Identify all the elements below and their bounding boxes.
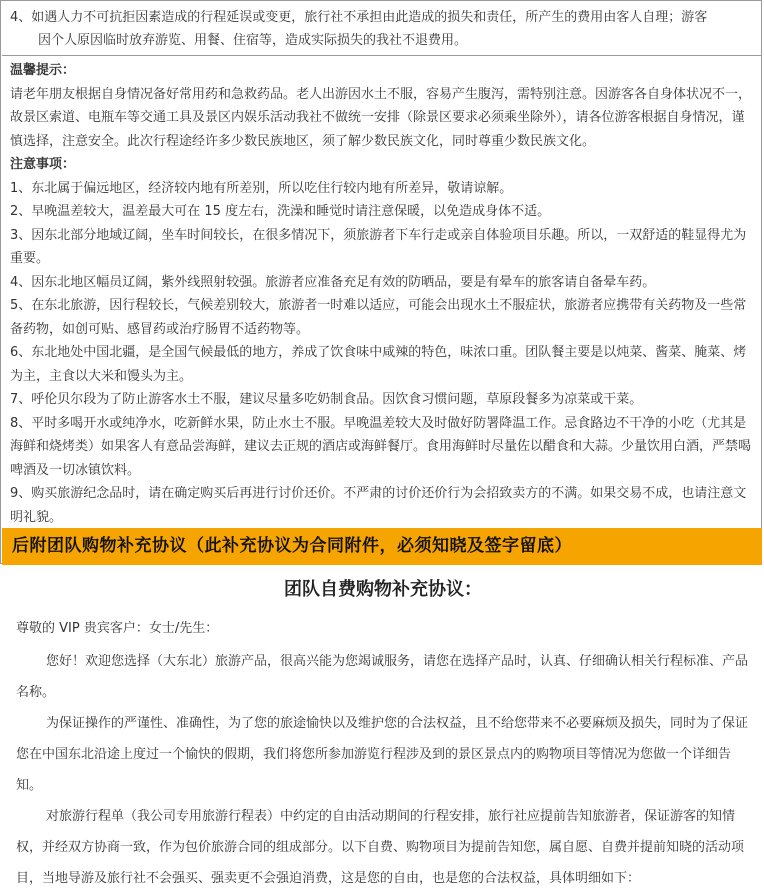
attention-item: 6、东北地处中国北疆，是全国气候最低的地方，养成了饮食味中咸辣的特色，味浓口重。团队餐主要是以炖菜、酱菜、腌菜、烤为主，主食以大米和馒头为主。 — [10, 345, 747, 384]
attention-heading: 注意事项： — [10, 157, 76, 172]
agreement-paragraph: 为保证操作的严谨性、准确性，为了您的旅途愉快以及维护您的合法权益，且不给您带来不必要麻烦及损失，同时为了保证您在中国东北沿途上度过一个愉快的假期，我们将您所参加游览行程涉及到的景区景点内的购物项目等情况为您做一个详细告知。 — [16, 716, 749, 793]
attention-item: 9、购买旅游纪念品时，请在确定购买后再进行讨价还价。不严肃的讨价还价行为会招致卖方的不满。如果交易不成，也请注意文明礼貌。 — [10, 486, 747, 525]
attention-item: 8、平时多喝开水或纯净水，吃新鲜水果，防止水土不服。早晚温差较大及时做好防署降温工作。忌食路边不干净的小吃（尤其是海鲜和烧烤类）如果客人有意品尝海鲜，建议去正规的酒店或海鲜餐厅。食用海鲜时尽量佐以醋食和大蒜。少量饮用白酒，严禁喝啤酒及一切冰镇饮料。 — [10, 415, 752, 478]
attention-item: 5、在东北旅游，因行程较长，气候差别较大，旅游者一时难以适应，可能会出现水土不服症状，旅游者应携带有关药物及一些常备药物，如创可贴、感冒药或治疗肠胃不适药物等。 — [10, 298, 747, 337]
tips-body: 请老年朋友根据自身情况备好常用药和急救药品。老人出游因水土不服，容易产生腹泻，需特别注意。因游客各自身体状况不一，故景区索道、电瓶车等交通工具及景区内娱乐活动我社不做统一安排（除景区要求必须乘坐除外），请各位游客根据自身情况，谨慎选择，注意安全。此次行程途经许多少数民族地区，须了解少数民族文化，同时尊重少数民族文化。 — [10, 86, 752, 149]
attention-item: 1、东北属于偏远地区，经济较内地有所差别，所以吃住行较内地有所差异，敬请谅解。 — [10, 180, 513, 196]
terms-item-4-line1: 4、如遇人力不可抗拒因素造成的行程延误或变更，旅行社不承担由此造成的损失和责任，所产生的费用由客人自理；游客 — [10, 10, 708, 25]
supplement-banner: 后附团队购物补充协议（此补充协议为合同附件，必须知晓及签字留底） — [2, 528, 762, 565]
terms-item-4 — [2, 1, 762, 56]
agreement-paragraph: 对旅游行程单（我公司专用旅游行程表）中约定的自由活动期间的行程安排，旅行社应提前告知旅游者，保证游客的知情权，并经双方协商一致，作为包价旅游合同的组成部分。以下自费、购物项目为提前告知您，属自愿、自费并提前知晓的活动项目，当地导游及旅行社不会强买、强卖更不会强迫消费，这是您的自由，也是您的合法权益，具体明细如下： — [16, 809, 745, 886]
attention-item: 3、因东北部分地域辽阔，坐车时间较长，在很多情况下，须旅游者下车行走或亲自体验项目乐趣。所以，一双舒适的鞋显得尤为重要。 — [10, 227, 747, 266]
shopping-agreement — [0, 564, 764, 886]
agreement-paragraph: 您好！欢迎您选择（大东北）旅游产品，很高兴能为您竭诚服务，请您在选择产品时，认真、仔细确认相关行程标准、产品名称。 — [16, 654, 749, 700]
notes-section — [2, 56, 762, 528]
tips-heading: 温馨提示： — [10, 63, 76, 78]
agreement-title: 团队自费购物补充协议： — [284, 579, 482, 600]
attention-item: 2、早晚温差较大，温差最大可在 15 度左右，洗澡和睡觉时请注意保暖，以免造成身体不适。 — [10, 204, 551, 219]
agreement-greeting: 尊敬的 VIP 贵宾客户：女士/先生： — [16, 621, 219, 636]
attention-item: 4、因东北地区幅员辽阔，紫外线照射较强。旅游者应准备充足有效的防晒品，要是有晕车的旅客请自备晕车药。 — [10, 274, 656, 290]
terms-item-4-line2: 因个人原因临时放弃游览、用餐、住宿等，造成实际损失的我社不退费用。 — [38, 33, 468, 48]
attention-item: 7、呼伦贝尔段为了防止游客水土不服，建议尽量多吃奶制食品。因饮食习惯问题，草原段餐多为凉菜或干菜。 — [10, 392, 643, 407]
